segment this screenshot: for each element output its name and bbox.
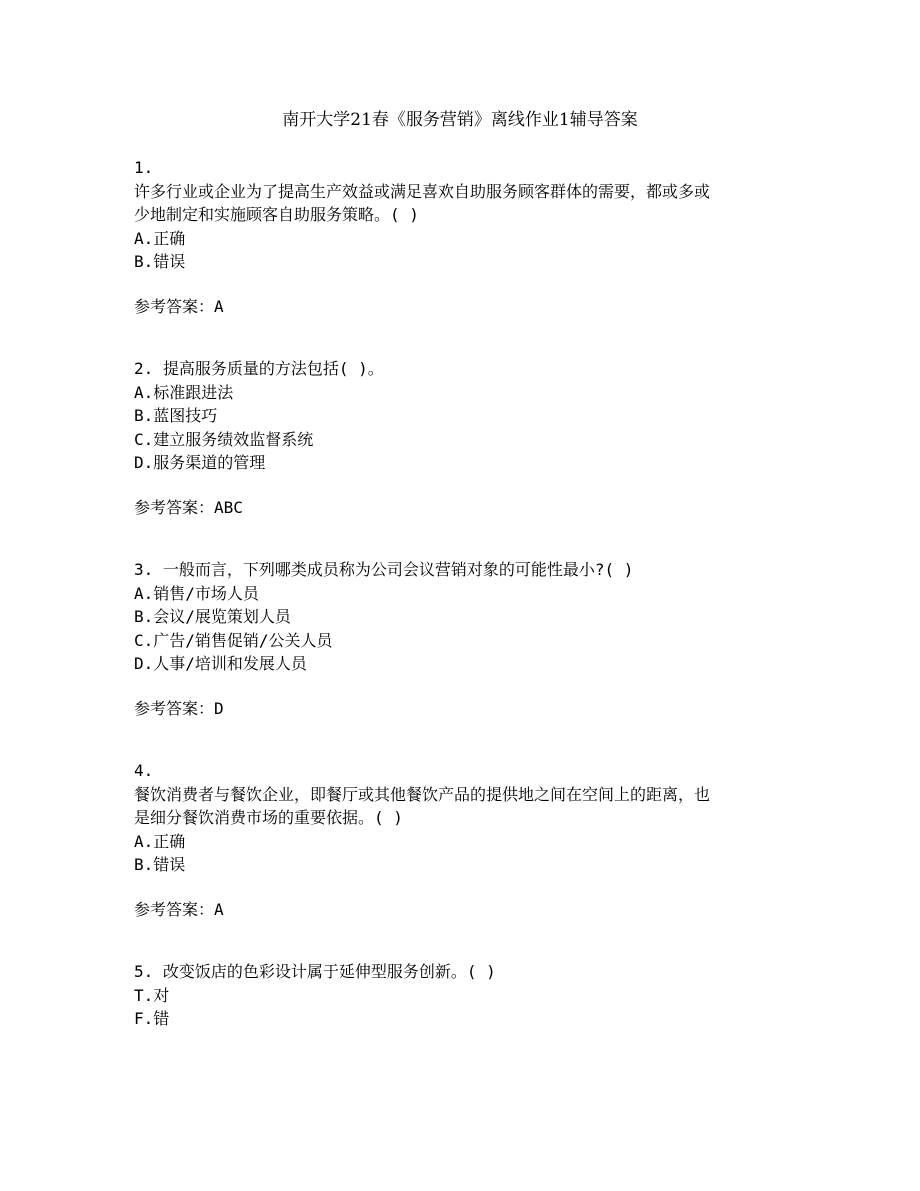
question-text-line: 餐饮消费者与餐饮企业，即餐厅或其他餐饮产品的提供地之间在空间上的距离，也 — [134, 784, 711, 804]
question-text-line: 少地制定和实施顾客自助服务策略。( ) — [134, 205, 419, 224]
question-text-line: 3. 一般而言，下列哪类成员称为公司会议营销对象的可能性最小?( ) — [134, 560, 634, 579]
option-c: C.建立服务绩效监督系统 — [134, 429, 314, 449]
option-a: A.销售/市场人员 — [134, 583, 259, 603]
question-text-line: 许多行业或企业为了提高生产效益或满足喜欢自助服务顾客群体的需要，都或多或 — [134, 181, 711, 201]
option-d: D.服务渠道的管理 — [134, 453, 266, 472]
question-number: 1. — [134, 158, 154, 177]
reference-answer: 参考答案：ABC — [134, 497, 243, 517]
document-title: 南开大学21春《服务营销》离线作业1辅导答案 — [282, 110, 638, 130]
option-t: T.对 — [134, 985, 170, 1005]
option-d: D.人事/培训和发展人员 — [134, 654, 307, 673]
question-4 — [134, 759, 794, 921]
question-stem — [134, 558, 794, 582]
question-2 — [134, 357, 794, 519]
option-b: B.蓝图技巧 — [134, 406, 218, 425]
option-f: F.错 — [134, 1009, 170, 1028]
option-c: C.广告/销售促销/公关人员 — [134, 630, 333, 650]
option-b: B.错误 — [134, 855, 186, 874]
option-b: B.错误 — [134, 252, 186, 271]
question-stem — [134, 156, 794, 227]
question-3 — [134, 558, 794, 720]
option-a: A.正确 — [134, 831, 186, 851]
question-5 — [134, 960, 794, 1031]
question-stem — [134, 357, 794, 381]
option-b: B.会议/展览策划人员 — [134, 607, 291, 626]
question-stem — [134, 759, 794, 830]
question-number: 4. — [134, 761, 154, 780]
option-a: A.标准跟进法 — [134, 382, 234, 402]
question-text-line: 5. 改变饭店的色彩设计属于延伸型服务创新。( ) — [134, 962, 496, 981]
question-text-line: 是细分餐饮消费市场的重要依据。( ) — [134, 808, 403, 827]
question-list — [134, 156, 794, 1070]
reference-answer: 参考答案：A — [134, 296, 224, 316]
reference-answer: 参考答案：D — [134, 698, 224, 718]
question-stem — [134, 960, 794, 984]
reference-answer: 参考答案：A — [134, 899, 224, 919]
option-a: A.正确 — [134, 228, 186, 248]
question-1 — [134, 156, 794, 318]
question-text-line: 2. 提高服务质量的方法包括( )。 — [134, 359, 384, 378]
